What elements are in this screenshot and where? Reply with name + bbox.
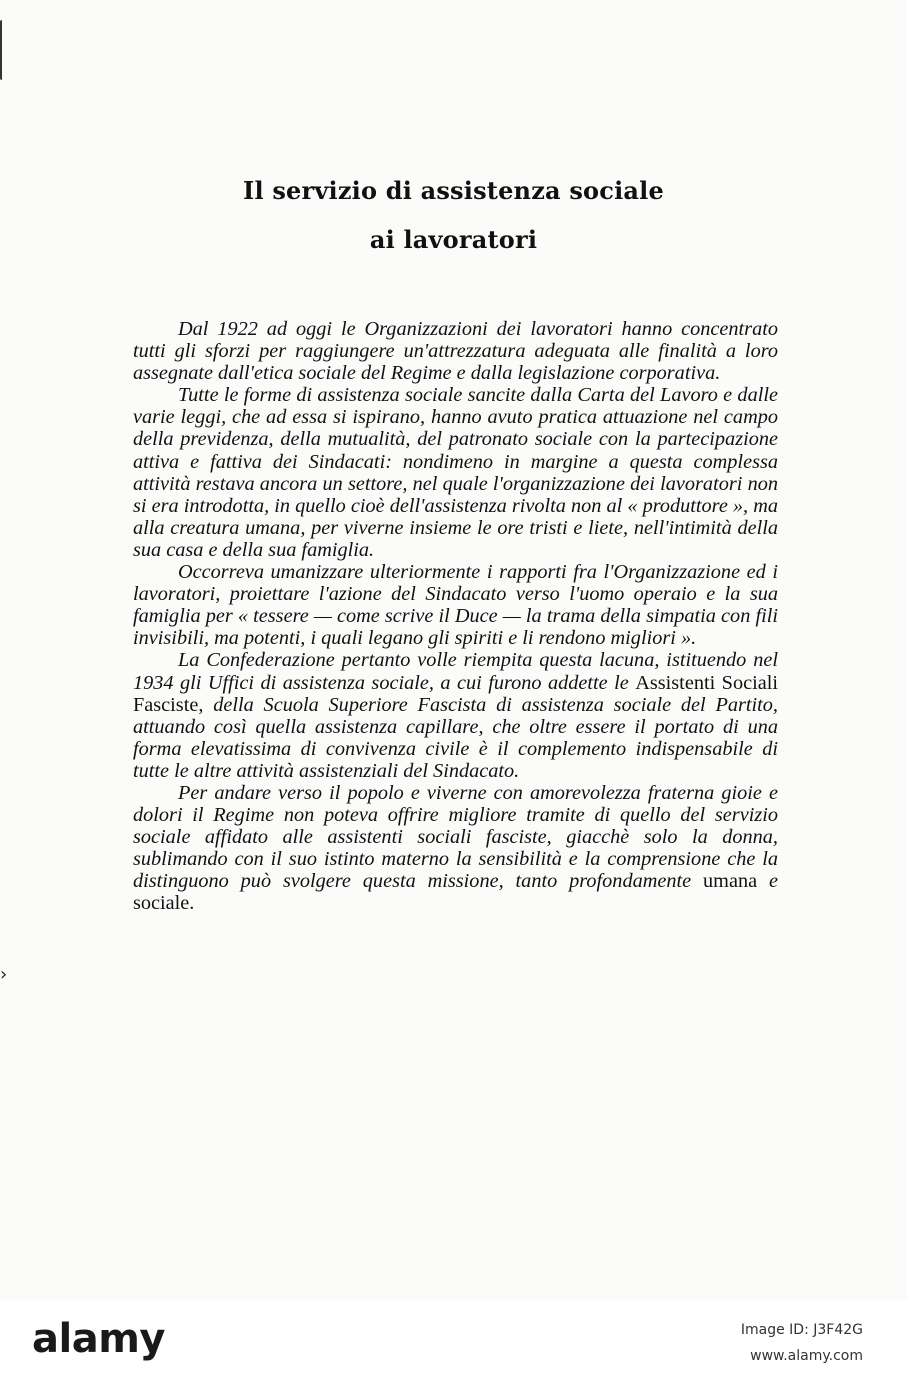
article-body xyxy=(133,318,778,915)
alamy-logo: alamy xyxy=(32,1316,165,1362)
page-title: Il servizio di assistenza sociale xyxy=(243,176,664,205)
paragraph-4 xyxy=(133,649,778,782)
paragraph-5-part-d: sociale. xyxy=(133,892,195,915)
paragraph-5-part-b: umana xyxy=(703,870,758,893)
paragraph-4-part-b: Assistenti Sociali Fasciste, xyxy=(133,671,778,716)
paragraph-5-part-c: e xyxy=(768,870,778,893)
paragraph-5-part-a: Per andare verso il popolo e viverne con amorevolezza fraterna gioie e dolori il Regime non poteva offrire migliore tramite di quello del servizio sociale affidato alle assistenti sociali fasciste, giacchè solo la donna, sublimando con il suo istinto materno la sensibilità e la comprensione che la distinguono può svolgere questa missione, tanto profondamente xyxy=(133,781,778,893)
paragraph-3: Occorreva umanizzare ulteriormente i rapporti fra l'Organizzazione ed i lavoratori, proiettare l'azione del Sindacato verso l'uomo operaio e la sua famiglia per « tessere — come scrive il Duce — la trama della simpatia con fili invisibili, ma potenti, i quali legano gli spiriti e li rendono migliori ». xyxy=(133,561,778,650)
paragraph-5 xyxy=(133,782,778,915)
image-id-label: Image ID: J3F42G xyxy=(740,1322,863,1338)
paragraph-4-part-c: della Scuola Superiore Fascista di assistenza sociale del Partito, attuando così quella assistenza capillare, che oltre essere il portato di una forma elevatissima di convivenza civile è il complemento indispensabile di tutte le altre attività assistenziali del Sindacato. xyxy=(133,693,779,782)
margin-mark: › xyxy=(0,964,8,985)
watermark-url: www.alamy.com xyxy=(750,1348,863,1364)
paragraph-1: Dal 1922 ad oggi le Organizzazioni dei lavoratori hanno concentrato tutti gli sforzi per raggiungere un'attrezzatura adeguata alle finalità a loro assegnate dall'etica sociale del Regime e dalla legislazione corporativa. xyxy=(133,318,778,385)
paragraph-4-part-a: La Confederazione pertanto volle riempita questa lacuna, istituendo nel 1934 gli Uffici di assistenza sociale, a cui furono addette le xyxy=(133,649,778,694)
page-edge-mark xyxy=(0,20,6,80)
page-subtitle: ai lavoratori xyxy=(369,225,538,254)
paragraph-2: Tutte le forme di assistenza sociale sancite dalla Carta del Lavoro e dalle varie leggi, che ad essa si ispirano, hanno avuto pratica attuazione nel campo della previdenza, della mutualità, del patronato sociale con la partecipazione attiva e fattiva dei Sindacati: nondimeno in margine a questa complessa attività restava ancora un settore, nel quale l'organizzazione dei lavoratori non si era introdotta, in quello cioè dell'assistenza rivolta non al « produttore », ma alla creatura umana, per viverne insieme le ore tristi e liete, nell'intimità della sua casa e della sua famiglia. xyxy=(133,384,778,561)
